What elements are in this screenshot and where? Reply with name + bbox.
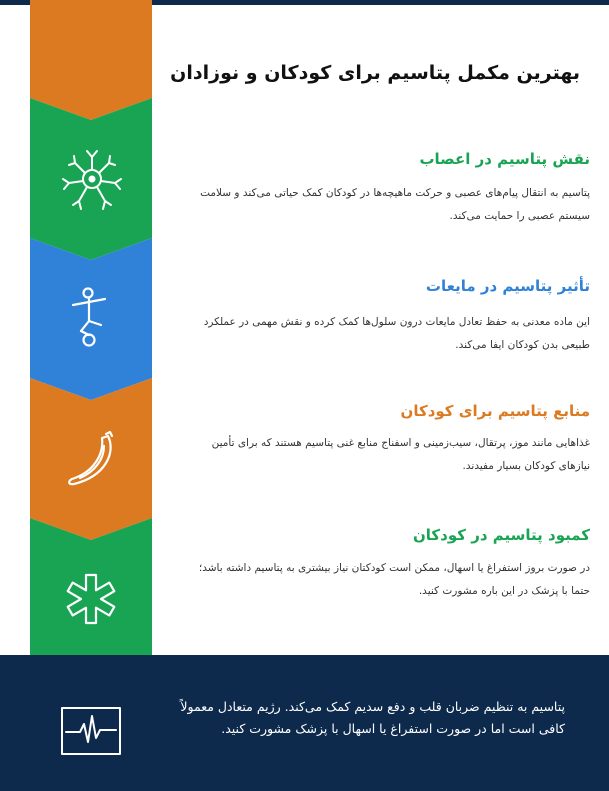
section-body-nerves [170, 182, 590, 228]
body-line: غذاهایی مانند موز، پرتقال، سیب‌زمینی و اسفناج منابع غنی پتاسیم هستند که برای تأمین [211, 437, 590, 449]
footer-text [140, 696, 565, 740]
body-line: در صورت بروز استفراغ یا اسهال، ممکن است کودکتان نیاز بیشتری به پتاسیم داشته باشد؛ [198, 562, 590, 574]
body-line: سیستم عصبی را حمایت می‌کند. [449, 210, 590, 222]
page-title: بهترین مکمل پتاسیم برای کودکان و نوزادان [170, 62, 580, 84]
section-heading-nerves: نقش پتاسیم در اعصاب [419, 150, 590, 168]
footer-line: پتاسیم به تنظیم ضربان قلب و دفع سدیم کمک می‌کند. رژیم متعادل معمولاً [180, 699, 565, 714]
body-line: حتما با پزشک در این باره مشورت کنید. [418, 585, 590, 597]
section-heading-fluids: تأثیر پتاسیم در مایعات [425, 277, 590, 295]
neuron-icon [57, 147, 127, 215]
section-heading-deficiency: کمبود پتاسیم در کودکان [412, 526, 590, 544]
section-body-deficiency [170, 557, 590, 603]
footer-line: کافی است اما در صورت استفراغ یا اسهال با پزشک مشورت کنید. [221, 721, 565, 736]
medical-star-icon [60, 568, 122, 630]
body-line: پتاسیم به انتقال پیام‌های عصبی و حرکت ماهیچه‌ها در کودکان کمک حیاتی می‌کند و سلامت [200, 187, 590, 199]
banana-icon [60, 428, 122, 490]
ribbon-segment-orange-top [30, 0, 152, 120]
body-line: طبیعی بدن کودکان ایفا می‌کند. [455, 339, 590, 351]
body-line: نیازهای کودکان بسیار مفیدند. [462, 460, 590, 472]
section-body-fluids [170, 311, 590, 357]
section-heading-sources: منابع پتاسیم برای کودکان [400, 402, 590, 420]
heartbeat-monitor-icon [60, 706, 122, 756]
section-body-sources [170, 432, 590, 478]
balance-figure-icon [63, 285, 119, 349]
body-line: این ماده معدنی به حفظ تعادل مایعات درون سلول‌ها کمک کرده و نقش مهمی در عملکرد [203, 316, 590, 328]
